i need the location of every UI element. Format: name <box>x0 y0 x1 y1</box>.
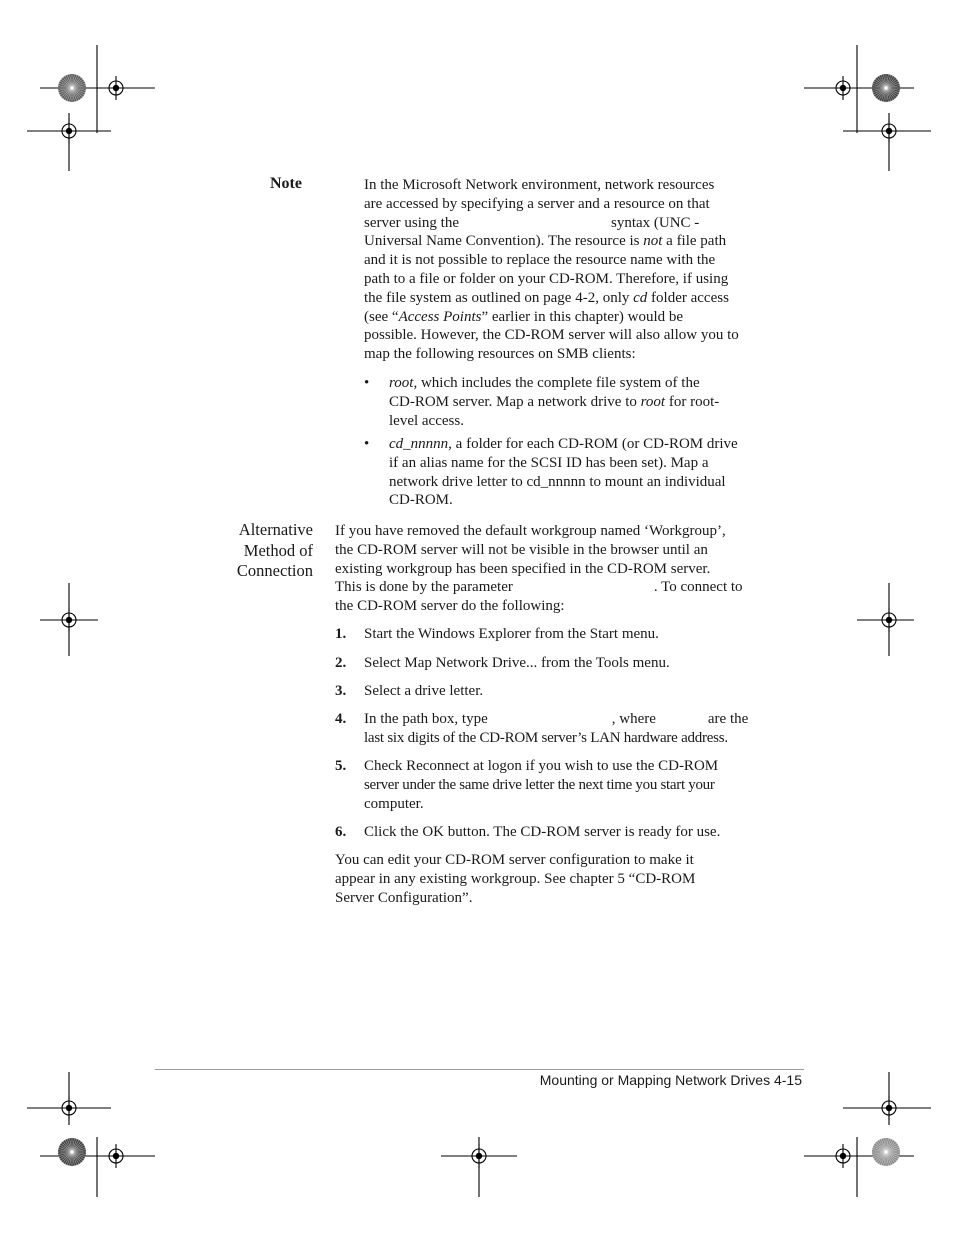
bullet-2-line-4: CD-ROM. <box>389 492 453 509</box>
step-4-text <box>364 710 748 748</box>
bullet-1-line-2-italic: root <box>640 393 666 410</box>
bullet-1-line-2-a: CD-ROM server. Map a network drive to <box>389 393 641 410</box>
note-line-7-italic: cd <box>633 289 648 306</box>
note-line-8-a: (see “ <box>364 308 399 325</box>
crosshair-target-icon <box>57 1096 81 1120</box>
step-number: 4. <box>335 711 347 727</box>
crosshair-target-icon <box>57 608 81 632</box>
bullet-2-line-3: network drive letter to cd_nnnnn to mount an individual <box>389 473 726 490</box>
step-5-line-3: computer. <box>364 795 424 812</box>
bullet-2-italic: cd_nnnnn <box>389 436 449 452</box>
step-4-line-1-b: , where <box>611 711 656 727</box>
note-line-4-italic: not <box>643 233 663 250</box>
closing-paragraph <box>335 851 695 907</box>
step-4-line-1-a: In the path box, type <box>364 711 488 727</box>
crosshair-target-icon <box>831 1144 855 1168</box>
crosshair-target-icon <box>831 76 855 100</box>
starburst-target-icon <box>872 74 900 102</box>
bullet-1-line-2 <box>389 393 719 412</box>
section-heading-alternative-method <box>237 520 313 582</box>
crosshair-target-icon <box>877 119 901 143</box>
closing-line-2: appear in any existing workgroup. See chapter 5 “CD-ROM <box>335 870 696 887</box>
step-5-line-1: Check Reconnect at logon if you wish to use the CD-ROM <box>364 758 719 774</box>
note-line-3-start: server using the <box>364 214 459 231</box>
bullet-1-line-3: level access. <box>389 412 464 429</box>
intro-line-4 <box>335 578 743 597</box>
step-number: 1. <box>335 626 347 642</box>
note-line-8-b: ” earlier in this chapter) would be <box>481 308 684 325</box>
bullet-1-line-1-text: , which includes the complete file system of the <box>413 375 700 391</box>
bullet-2-line-1 <box>389 435 738 454</box>
crosshair-target-icon <box>104 1144 128 1168</box>
step-4-line-1-c: are the <box>707 711 749 727</box>
note-paragraph <box>364 176 739 364</box>
note-line-6: path to a file or folder on your CD-ROM. Therefore, if using <box>364 270 729 287</box>
step-6-text: Click the OK button. The CD-ROM server is ready for use. <box>364 824 721 840</box>
closing-line-1: You can edit your CD-ROM server configuration to make it <box>335 852 694 868</box>
step-4-line-2: last six digits of the CD-ROM server’s LAN hardware address. <box>364 729 728 746</box>
step-2-text: Select Map Network Drive... from the Tools menu. <box>364 655 670 671</box>
crosshair-target-icon <box>57 119 81 143</box>
step-1-text: Start the Windows Explorer from the Start menu. <box>364 626 659 642</box>
starburst-target-icon <box>872 1138 900 1166</box>
bullet-item-cd-nnnnn <box>389 435 738 510</box>
bullet-2-line-1-text: , a folder for each CD-ROM (or CD-ROM drive <box>448 436 738 452</box>
note-line-8-italic: Access Points <box>398 308 482 325</box>
intro-line-3: existing workgroup has been specified in the CD-ROM server. <box>335 560 711 577</box>
step-4-line-1 <box>364 710 748 729</box>
step-5-line-2: server under the same drive letter the next time you start your <box>364 776 715 793</box>
note-line-4-a: Universal Name Convention). The resource is <box>364 233 644 250</box>
heading-line-1: Alternative <box>238 520 313 539</box>
starburst-target-icon <box>58 1138 86 1166</box>
note-line-7-b: folder access <box>647 289 729 306</box>
note-label: Note <box>270 175 302 192</box>
step-number: 2. <box>335 655 347 671</box>
footer-rule <box>155 1069 804 1070</box>
page-footer: Mounting or Mapping Network Drives 4-15 <box>539 1072 802 1088</box>
crosshair-target-icon <box>877 1096 901 1120</box>
intro-line-1: If you have removed the default workgroup named ‘Workgroup’, <box>335 523 726 539</box>
note-line-3-end: syntax (UNC - <box>610 214 700 231</box>
note-line-9: possible. However, the CD-ROM server will also allow you to <box>364 327 739 344</box>
alternative-intro-paragraph <box>335 522 743 616</box>
step-5-text <box>364 757 718 813</box>
note-line-10: map the following resources on SMB clients: <box>364 346 636 363</box>
note-line-7-a: the file system as outlined on page 4-2, only <box>364 289 634 306</box>
note-line-3 <box>364 214 739 233</box>
bullet-1-italic: root <box>389 375 414 391</box>
note-line-1: In the Microsoft Network environment, network resources <box>364 177 715 193</box>
note-line-5: and it is not possible to replace the resource name with the <box>364 252 716 269</box>
step-number: 6. <box>335 824 347 840</box>
intro-line-5: the CD-ROM server do the following: <box>335 598 565 615</box>
crosshair-target-icon <box>104 76 128 100</box>
bullet-1-line-2-b: for root- <box>665 393 720 410</box>
closing-line-3: Server Configuration”. <box>335 889 473 906</box>
bullet-dot: • <box>364 375 370 391</box>
heading-line-3: Connection <box>236 561 313 580</box>
heading-line-2: Method of <box>243 540 313 560</box>
note-line-4 <box>364 232 739 251</box>
note-line-2: are accessed by specifying a server and a resource on that <box>364 195 710 212</box>
intro-line-2: the CD-ROM server will not be visible in the browser until an <box>335 541 708 558</box>
bullet-dot: • <box>364 436 370 452</box>
crosshair-target-icon <box>467 1144 491 1168</box>
intro-line-4-end: . To connect to <box>653 579 743 596</box>
step-3-text: Select a drive letter. <box>364 683 484 699</box>
step-number: 5. <box>335 758 347 774</box>
step-number: 3. <box>335 683 347 699</box>
bullet-item-root <box>389 374 719 430</box>
intro-line-4-start: This is done by the parameter <box>335 579 513 596</box>
bullet-1-line-1 <box>389 374 719 393</box>
note-line-4-b: a file path <box>662 233 727 250</box>
crosshair-target-icon <box>877 608 901 632</box>
bullet-2-line-2: if an alias name for the SCSI ID has been set). Map a <box>389 454 709 471</box>
note-line-8 <box>364 308 739 327</box>
starburst-target-icon <box>58 74 86 102</box>
note-line-7 <box>364 289 739 308</box>
